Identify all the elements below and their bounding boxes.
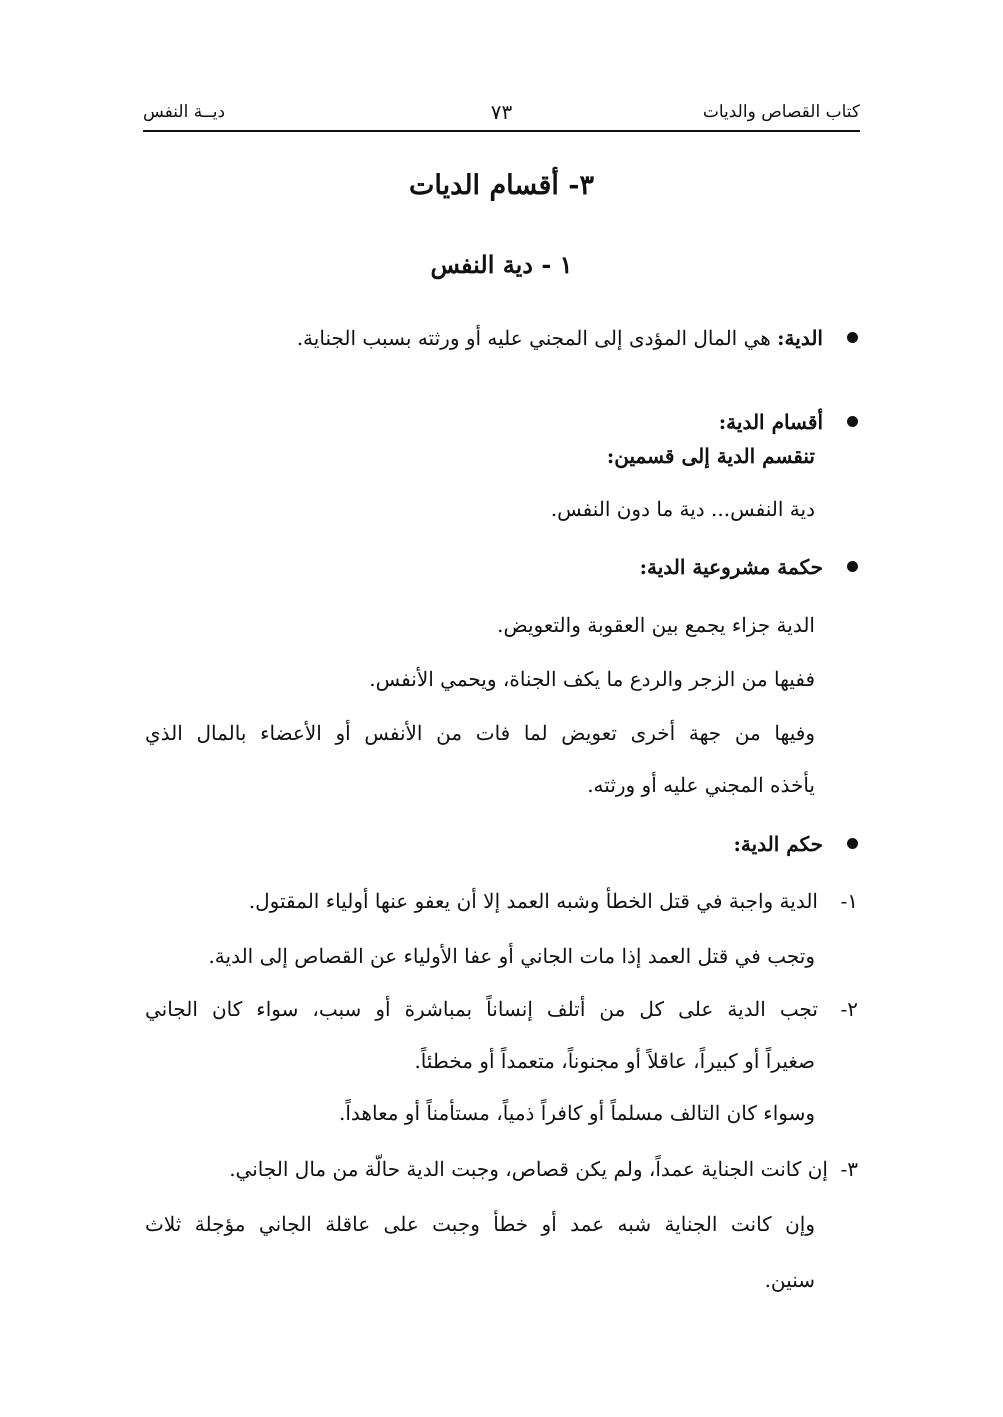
wisdom-line: يأخذه المجني عليه أو ورثته. <box>587 773 815 797</box>
item-number: ٣- <box>840 1157 858 1181</box>
chapter-heading: ٣- أقسام الديات <box>408 170 595 201</box>
item-continuation: سنين. <box>764 1268 815 1292</box>
item-continuation: وسواء كان التالف مسلماً أو كافراً ذمياً، مستأمناً أو معاهداً. <box>339 1101 815 1125</box>
section-heading: ١ - دية النفس <box>430 250 573 279</box>
definition-term: الدية: <box>777 326 823 350</box>
running-header <box>143 100 860 132</box>
divisions-subtitle: تنقسم الدية إلى قسمين: <box>606 444 815 468</box>
ruling-item-2 <box>145 997 858 1021</box>
book-title: كتاب القصاص والديات <box>702 102 860 122</box>
bullet-icon <box>847 332 858 343</box>
bullet-icon <box>847 838 858 849</box>
item-number: ١- <box>840 889 858 913</box>
ruling-bullet <box>733 832 858 856</box>
divisions-bullet <box>719 410 858 434</box>
divisions-text: دية النفس... دية ما دون النفس. <box>550 497 815 521</box>
wisdom-line: الدية جزاء يجمع بين العقوبة والتعويض. <box>497 613 815 637</box>
item-continuation: وتجب في قتل العمد إذا مات الجاني أو عفا الأولياء عن القصاص إلى الدية. <box>208 944 815 968</box>
bullet-icon <box>847 561 858 572</box>
wisdom-line: وفيها من جهة أخرى تعويض لما فات من الأنفس أو الأعضاء بالمال الذي <box>145 721 815 745</box>
definition-bullet <box>297 326 858 350</box>
ruling-item-1 <box>249 889 858 913</box>
item-number: ٢- <box>840 997 858 1021</box>
wisdom-title: حكمة مشروعية الدية: <box>639 555 823 579</box>
wisdom-line: ففيها من الزجر والردع ما يكف الجناة، ويحمي الأنفس. <box>369 667 815 691</box>
definition-text: هي المال المؤدى إلى المجني عليه أو ورثته بسبب الجناية. <box>296 326 778 350</box>
ruling-item-3 <box>229 1157 858 1181</box>
item-continuation: وإن كانت الجناية شبه عمد أو خطأ وجبت على عاقلة الجاني مؤجلة ثلاث <box>145 1212 815 1236</box>
wisdom-bullet <box>640 555 858 579</box>
item-text: تجب الدية على كل من أتلف إنساناً بمباشرة أو سبب، سواء كان الجاني <box>145 997 818 1021</box>
section-title: ديــة النفس <box>143 102 226 122</box>
bullet-icon <box>847 416 858 427</box>
divisions-title: أقسام الدية: <box>718 410 823 434</box>
item-continuation: صغيراً أو كبيراً، عاقلاً أو مجنوناً، متعمداً أو مخطئاً. <box>414 1049 815 1073</box>
ruling-title: حكم الدية: <box>733 832 823 856</box>
item-text: الدية واجبة في قتل الخطأ وشبه العمد إلا أن يعفو عنها أولياء المقتول. <box>248 889 818 913</box>
page-number: ٧٣ <box>490 100 513 124</box>
item-text: إن كانت الجناية عمداً، ولم يكن قصاص، وجبت الدية حالّة من مال الجاني. <box>229 1157 828 1181</box>
